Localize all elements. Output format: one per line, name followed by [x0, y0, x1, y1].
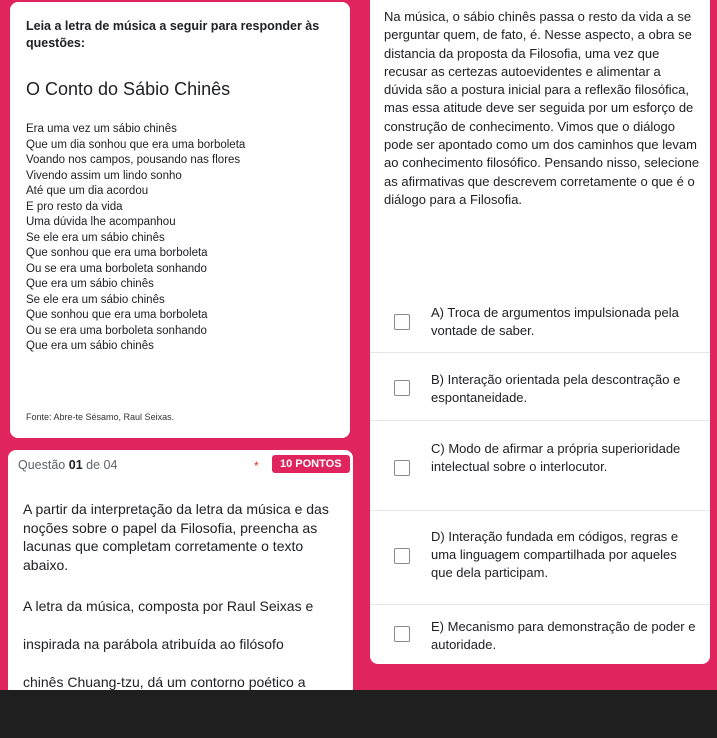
checkbox[interactable]: [394, 314, 410, 330]
lyric-line: Que era um sábio chinês: [26, 340, 154, 352]
option-label: A) Troca de argumentos impulsionada pela vontade de saber.: [431, 305, 679, 338]
lyric-line: Que era um sábio chinês: [26, 278, 154, 290]
question-stem: Na música, o sábio chinês passa o resto da vida a se perguntar quem, de fato, é. Nesse aspecto, a obra se distancia da proposta da Filosofia, uma vez que recusar as certezas autoevidentes e alimentar a dúvida são a postura inicial para a reflexão filosófica, mas essa atitude deve ser seguida por um esforço de construção de conhecimento. Vimos que o diálogo pode ser apontado como um dos caminhos que levam ao conhecimento filosófico. Pensando nisso, selecione as afirmativas que descrevem corretamente o que é o diálogo para a Filosofia.: [384, 9, 700, 207]
lyric-line: Se ele era um sábio chinês: [26, 293, 165, 306]
question-total: de 04: [86, 458, 118, 472]
points-badge: 10 PONTOS: [272, 455, 350, 473]
lyric-line: Voando nos campos, pousando nas flores: [26, 154, 241, 166]
divider: [370, 510, 710, 511]
question-counter: [18, 458, 117, 472]
divider: [370, 604, 710, 605]
option-label: C) Modo de afirmar a própria superioridade intelectual sobre o interlocutor.: [431, 441, 681, 474]
lyric-line: Que sonhou que era uma borboleta: [26, 247, 208, 259]
bottom-bar: [0, 690, 717, 738]
lyric-line: Até que um dia acordou: [26, 185, 149, 197]
checkbox[interactable]: [394, 380, 410, 396]
checkbox[interactable]: [394, 460, 410, 476]
checkbox[interactable]: [394, 626, 410, 642]
lyrics-list: [26, 122, 245, 355]
option-label: D) Interação fundada em códigos, regras e uma linguagem compartilhada por aqueles que dela participam.: [431, 529, 679, 580]
required-asterisk: *: [254, 459, 259, 473]
divider: [370, 352, 710, 353]
lyrics-card: [10, 2, 350, 438]
answer-card: [370, 0, 710, 664]
lyric-line: E pro resto da vida: [26, 200, 123, 213]
lyric-line: Que sonhou que era uma borboleta: [26, 309, 208, 321]
question-card: [8, 450, 353, 710]
lyric-line: Era uma vez um sábio chinês: [26, 123, 177, 135]
checkbox[interactable]: [394, 548, 410, 564]
lyric-line: Vivendo assim um lindo sonho: [26, 169, 182, 182]
question-number: 01: [68, 458, 83, 472]
lyric-line: Ou se era uma borboleta sonhando: [26, 324, 207, 337]
reading-instruction: Leia a letra de música a seguir para responder às questões:: [26, 19, 320, 50]
lyric-line: Se ele era um sábio chinês: [26, 231, 165, 244]
lyric-line: Que um dia sonhou que era uma borboleta: [26, 138, 246, 151]
question-prompt: A partir da interpretação da letra da música e das noções sobre o papel da Filosofia, preencha as lacunas que completam corretamente o texto abaixo.: [23, 501, 329, 573]
lyric-line: Uma dúvida lhe acompanhou: [26, 216, 176, 228]
fill-text-line: A letra da música, composta por Raul Seixas e: [23, 598, 314, 614]
fill-text-line: inspirada na parábola atribuída ao filósofo: [23, 636, 284, 652]
song-title: O Conto do Sábio Chinês: [26, 79, 231, 99]
question-label: Questão: [18, 458, 66, 472]
fill-text-line: chinês Chuang-tzu, dá um contorno poético a: [23, 674, 306, 690]
lyric-line: Ou se era uma borboleta sonhando: [26, 262, 207, 275]
option-label: B) Interação orientada pela descontração e espontaneidade.: [431, 372, 681, 405]
option-label: E) Mecanismo para demonstração de poder e autoridade.: [431, 619, 696, 652]
divider: [370, 420, 710, 421]
lyrics-source: Fonte: Abre-te Sésamo, Raul Seixas.: [26, 412, 175, 422]
